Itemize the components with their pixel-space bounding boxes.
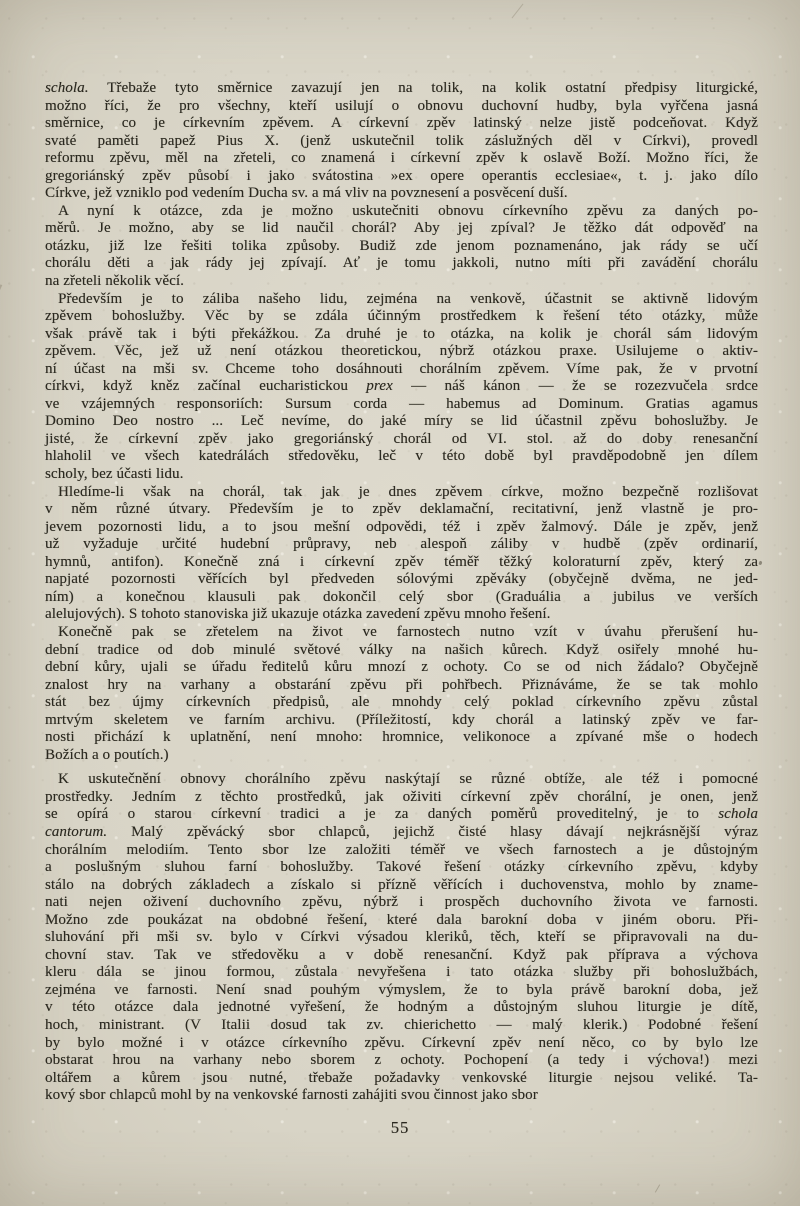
- scan-artifact-smudge: [0, 284, 2, 299]
- text-line: oltářem a kůrem jsou nutné, třebaže požadavky venkovské liturgie nejsou veliké. Ta-: [45, 1069, 758, 1086]
- text-line: reformu zpěvu, měl na zřeteli, co znamená i církevní zpěv k oslavě Boží. Možno říci, že: [45, 150, 758, 167]
- text-line: prostředky. Jedním z těchto prostředků, jak oživiti církevní zpěv chorální, je onen, jenž: [45, 788, 758, 805]
- text-line: ve vzájemných responsoriích: Sursum corda — habemus ad Dominum. Gratias agamus: [45, 395, 758, 412]
- text-line: nosti přichází k uplatnění, není mnoho: hromnice, velikonoce a zpívané mše o hodech: [45, 729, 758, 746]
- text-line: zpěvem. Věc, jež už není otázkou theoretickou, nýbrž otázkou praxe. Usilujeme o aktiv-: [45, 343, 758, 360]
- paragraph: [45, 291, 758, 484]
- paragraph: [45, 624, 758, 764]
- text-line: mrtvým skeletem ve farním archivu. (Příležitostí, kdy chorál a latinský zpěv ve far-: [45, 711, 758, 728]
- text-line: kleru dála se jinou formou, zůstala nevyřešena i tato otázka služby při bohoslužbách,: [45, 964, 758, 981]
- text-line: sluhování při mši sv. bylo v Církvi výsadou kleriků, těch, kteří se připravovali na du-: [45, 929, 758, 946]
- text-line: svaté paměti papež Pius X. (jenž uskutečnil tolik záslužných děl v Církvi), provedl: [45, 132, 758, 149]
- text-line: Hledíme-li však na chorál, tak jak je dnes zpěvem církve, možno bezpečně rozlišovat: [58, 483, 758, 500]
- text-line: alelujových). S tohoto stanoviska již ukazuje otázka zavedení zpěvu mnoho řešení.: [45, 606, 551, 623]
- paragraph: [45, 80, 758, 203]
- text-line: chorálním melodiím. Tento sbor lze založiti téměř ve všech farnostech a je důstojným: [45, 841, 758, 858]
- text-line: schola. Třebaže tyto směrnice zavazují jen na tolik, na kolik ostatní předpisy liturgické,: [45, 80, 758, 96]
- text-line: v něm různé útvary. Především je to zpěv deklamační, recitativní, jenž vlastně je pro-: [45, 501, 758, 518]
- text-line: na zřeteli několik věcí.: [45, 273, 185, 290]
- text-line: v této otázce dala jednotné vyřešení, že hodným a důstojným sluhou liturgie je dítě,: [45, 999, 758, 1016]
- text-line: směrnice, co je církevním zpěvem. A církevní zpěv latinský nelze jistě podceňovat. Když: [45, 115, 758, 132]
- text-line: scholy, bez účasti lidu.: [45, 466, 184, 483]
- scan-artifact-scratch: [512, 4, 524, 19]
- text-line: Božích a o poutích.): [45, 746, 169, 763]
- text-line: napjaté pozornosti věřících byl předveden sólovými zpěváky (obyčejně dvěma, ne jed-: [45, 571, 758, 588]
- text-line: obstarat hrou na varhany nebo sborem z ochoty. Pochopení (a tedy i výchova!) mezi: [45, 1052, 758, 1069]
- text-line: Možno zde poukázat na obdobné řešení, které dala barokní doba v jiném oboru. Při-: [45, 911, 758, 928]
- text-line: stát bez újmy církevních předpisů, ale mnohdy celý poklad církevního zpěvu zůstal: [45, 694, 758, 711]
- text-line: znalost hry na varhany a obstarání zpěvu při pohřbech. Přiznáváme, že se tak mohlo: [45, 676, 758, 693]
- text-line: nati nejen oživení duchovního zpěvu, nýbrž i prospěch duchovního života ve farnosti.: [45, 894, 758, 911]
- text-line: Církve, jež vzniklo pod vedením Ducha sv. a má vliv na povznesení a posvěcení duší.: [45, 185, 568, 202]
- text-line: hymnů, antifon). Konečně zná i církevní zpěv téměř těžký koloraturní zpěv, který za: [45, 553, 758, 570]
- text-line: měrů. Je možno, aby se lid naučil chorál? Aby jej zpíval? Je těžko dát odpověď na: [45, 220, 758, 237]
- text-line: možno říci, že pro všechny, kteří usilují o obnovu duchovní hudby, byla vyřčena jasná: [45, 97, 758, 114]
- text-line: se opírá o starou církevní tradici a je za daných poměrů proveditelný, je to schola: [45, 806, 758, 823]
- text-block: [45, 80, 758, 1105]
- text-line: církvi, když kněz začínal eucharistickou prex — náš kánon — že se rozezvučela srdce: [45, 378, 758, 395]
- text-line: zejména ve farnosti. Není snad pouhým výmyslem, že to byla právě barokní doba, jež: [45, 981, 758, 998]
- text-line: jisté, že církevní zpěv jako gregoriánský chorál od VI. stol. až do doby renesanční: [45, 430, 758, 447]
- text-line: K uskutečnění obnovy chorálního zpěvu naskýtají se různé obtíže, ale též i pomocné: [58, 771, 758, 788]
- text-line: gregoriánský zpěv působí i jako svátostina »ex opere operantis ecclesiae«, t. j. jako dílo: [45, 167, 758, 184]
- text-line: by bylo možné i v otázce církevního zpěvu. Církevní zpěv není něco, co by bylo lze: [45, 1034, 758, 1051]
- text-line: A nyní k otázce, zda je možno uskutečniti obnovu církevního zpěvu za daných po-: [58, 202, 758, 219]
- text-line: jevem pozornosti lidu, a to jsou mešní odpovědi, též i zpěv žalmový. Dále je zpěv, jenž: [45, 518, 758, 535]
- text-line: dební tradice od dob minulé světové války na našich kůrech. Když osiřely mnohé hu-: [45, 641, 758, 658]
- text-line: kový sbor chlapců mohl by na venkovské farnosti zahájiti svou činnost jako sbor: [45, 1087, 538, 1104]
- text-line: Domino Deo nostro ... Leč nevíme, do jaké míry se lid účastnil zpěvu bohoslužby. Je: [45, 413, 758, 430]
- text-line: dební kůry, ujali se úřadu ředitelů kůru mnozí z ochoty. Co se od nich žádalo? Obyčejně: [45, 659, 758, 676]
- text-line: otázku, již lze řešiti tolika způsoby. Budiž zde jenom poznamenáno, jak rády se učí: [45, 237, 758, 254]
- text-line: už vyžaduje určité hudební průpravy, neb alespoň záliby v hudbě (zpěv ordinarií,: [45, 536, 758, 553]
- text-line: Konečně pak se zřetelem na život ve farnostech nutno vzít v úvahu přerušení hu-: [58, 623, 758, 640]
- text-line: chovní stav. Tak ve středověku a v době renesanční. Když pak příprava a výchova: [45, 946, 758, 963]
- text-line: však právě tak i býti překážkou. Za druhé je to otázka, na kolik je chorál sám lidovým: [45, 325, 758, 342]
- text-line: hoch, ministrant. (V Italii dosud tak zv. chierichetto — malý klerik.) Podobné řešení: [45, 1016, 758, 1033]
- text-line: hlaholil ve všech katedrálách středověku, leč v této době byl pravděpodobně jen dílem: [45, 448, 758, 465]
- text-line: Především je to záliba našeho lidu, zejména na venkově, účastnit se aktivně lidovým: [58, 290, 758, 307]
- text-line: a poslušným sluhou farní bohoslužby. Takové řešení otázky církevního zpěvu, kdyby: [45, 859, 758, 876]
- scan-artifact-speck: [758, 561, 762, 566]
- paragraph: [45, 771, 758, 1104]
- scan-artifact-speck: [655, 1184, 660, 1192]
- page-number: 55: [390, 1118, 410, 1137]
- text-line: chorálu děti a jak rády jej zpívají. Ať je tomu jakkoli, nutno míti při zavádění chorálu: [45, 255, 758, 272]
- text-line: stálo na dobrých základech a získalo si přízně věřících i duchovenstva, mohlo by zname-: [45, 876, 758, 893]
- text-line: ní účast na mši sv. Chceme toho dosáhnouti chorálním zpěvem. Víme pak, že v prvotní: [45, 360, 758, 377]
- text-line: cantorum. Malý zpěvácký sbor chlapců, jejichž čisté hlasy dávají nejkrásnější výraz: [45, 823, 758, 840]
- text-line: zpěvem bohoslužby. Věc by se zdála účinným prostředkem k řešení této otázky, může: [45, 308, 758, 325]
- text-line: ním) a konečnou klausuli pak dokončil celý sbor (Graduália a jubilus ve verších: [45, 588, 758, 605]
- paragraph: [45, 484, 758, 624]
- paragraph: [45, 203, 758, 291]
